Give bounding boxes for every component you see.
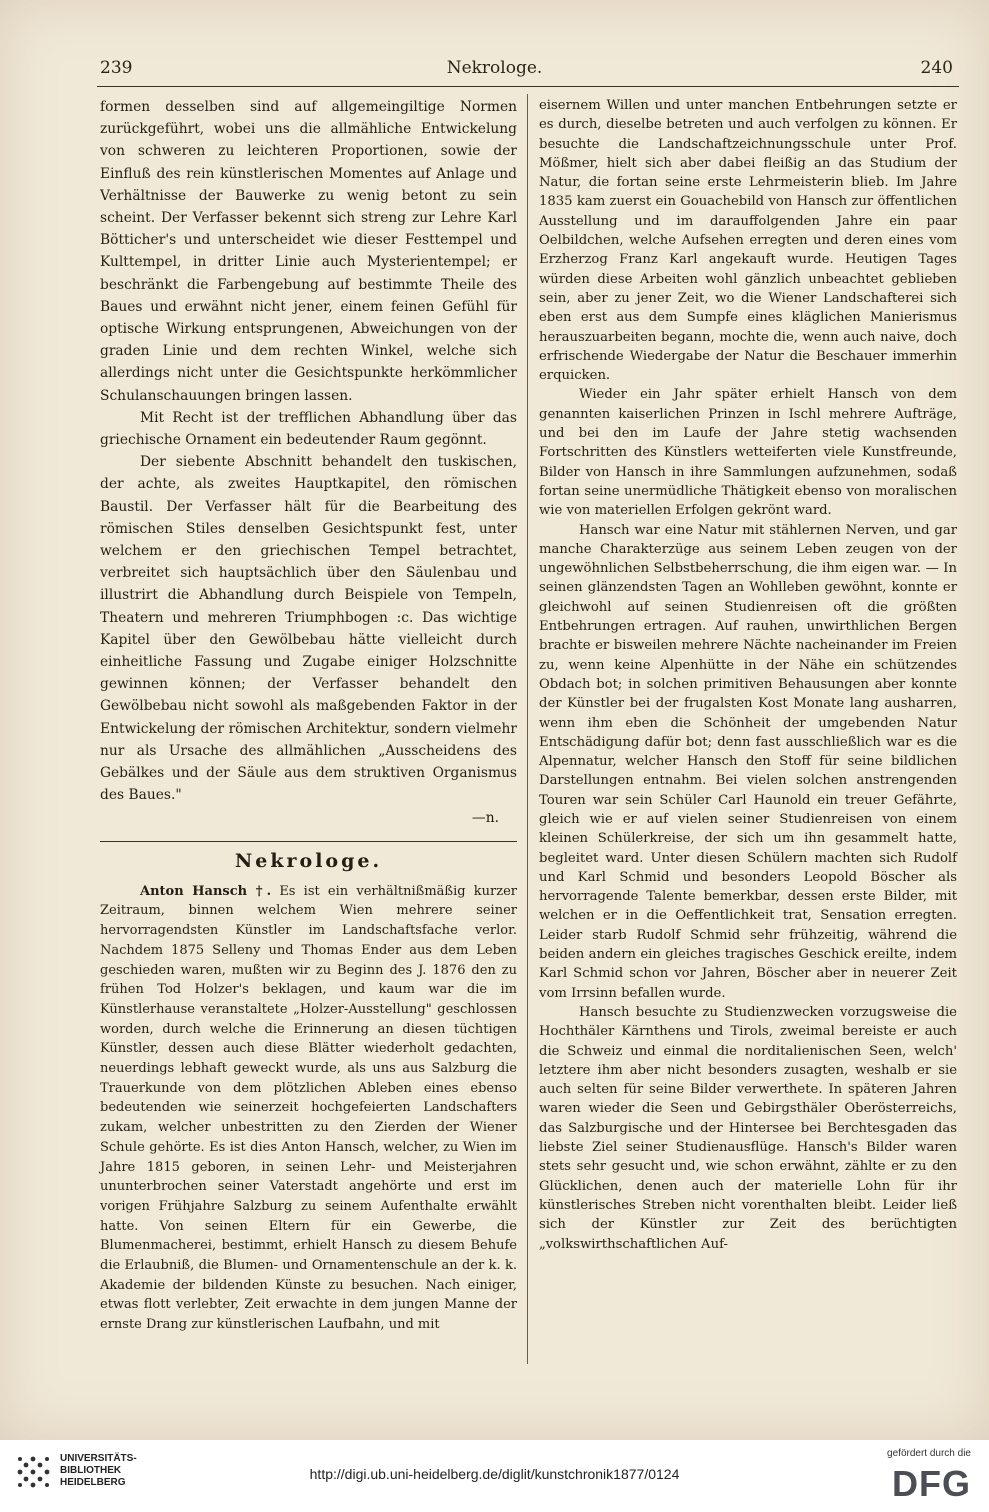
review-signature: —n. xyxy=(471,809,499,826)
right-paragraph-4: Hansch besuchte zu Studienzwecken vorzugsweise die Hochthäler Kärnthens und Tirols, zweimal bereiste er auch die Schweiz und einmal die norditalienischen Seen, welch' letztere ihm aber nicht besonders zusagten, weshalb er sie auch selten für seine Bilder verwerthete. In späteren Jahren waren wieder die Seen und Gebirgsthäler Oberösterreichs, das Salzburgische und der Hintersee bei Berchtesgaden das liebste Ziel seiner Studienausflüge. Hansch's Bilder waren stets sehr gesucht und, wie schon erwähnt, zählte er zu den Glücklichen, denen auch der materielle Lohn für ihr künstlerisches Streben nicht vorenthalten bleibt. Leider ließ sich der Künstler zur Zeit des berüchtigten „volkswirthschaftlichen Auf- xyxy=(539,1004,957,1252)
viewer-footer xyxy=(0,1440,989,1512)
section-title: Nekrologe. xyxy=(234,849,383,872)
university-seal-icon xyxy=(14,1452,54,1492)
left-column xyxy=(100,96,517,1335)
dfg-logo: DFG xyxy=(892,1463,971,1504)
right-paragraph-2: Wieder ein Jahr später erhielt Hansch von dem genannten kaiserlichen Prinzen in Ischl mehrere Aufträge, und bei den im Laufe der Jahre stetig wachsenden Fortschritten des Künstlers wetteiferten viele Kunstfreunde, Bilder von Hansch in ihre Sammlungen aufzunehmen, sodaß fortan seine unermüdliche Thätigkeit ebenso von moralischen wie von materiellen Erfolgen gekrönt ward. xyxy=(539,387,957,519)
university-line-2: BIBLIOTHEK xyxy=(60,1465,122,1476)
university-library-name xyxy=(60,1453,137,1489)
permalink-url[interactable]: http://digi.ub.uni-heidelberg.de/diglit/kunstchronik1877/0124 xyxy=(309,1466,680,1482)
right-paragraph-3: Hansch war eine Natur mit stählernen Nerven, und gar manche Charakterzüge aus seinem Leben zeugen von der ungewöhnlichen Selbstbeherrschung, die ihm eigen war. — In seinen glänzendsten Tagen an Wohlleben gewöhnt, konnte er gleichwohl auf seinen Studienreisen oft die größten Entbehrungen ertragen. Auf rauhen, unwirthlichen Bergen brachte er bisweilen mehrere Nächte nacheinander im Freien zu, wenn keine Alpenhütte in der Nähe ein schützendes Obdach bot; in solchen primitiven Behausungen aber konnte der Künstler bei der frugalsten Kost Monate lang ausharren, wenn ihm eben die Schönheit der umgebenden Natur Entschädigung dafür bot; denn fast ausschließlich war es die Alpennatur, welcher Hansch den Stoff für seine bildlichen Darstellungen entnahm. Bei vielen solchen anstrengenden Touren war sein Schüler Carl Haunold ein treuer Gefährte, gleich wie er auf vielen seiner Studienreisen von einem kleinen Schülerkreise, der sich um ihn gesammelt hatte, begleitet ward. Unter diesen Schülern machten sich Rudolf und Karl Schmid und besonders Leopold Böscher als hervorragende Talente bemerkbar, dessen erste Bilder, mit welchen er in die Oeffentlichkeit trat, Sensation erregten. Leider starb Rudolf Schmid sehr frühzeitig, während die beiden andern ein gleiches tragisches Geschick ereilte, indem Karl Schmid schon vor Jahren, Böscher aber in neuerer Zeit vom Irrsinn befallen wurde. xyxy=(539,522,957,1001)
column-divider xyxy=(527,94,528,1364)
page-number-right: 240 xyxy=(920,58,953,78)
university-line-3: HEIDELBERG xyxy=(60,1477,126,1488)
section-divider xyxy=(100,841,517,842)
funding-note: gefördert durch die xyxy=(887,1448,971,1459)
left-paragraph-2: Mit Recht ist der trefflichen Abhandlung über das griechische Ornament ein bedeutender Raum gegönnt. xyxy=(100,409,517,449)
running-title: Nekrologe. xyxy=(446,58,543,78)
left-paragraph-1: formen desselben sind auf allgemeingiltige Normen zurückgeführt, wobei uns die allmähliche Entwickelung von schweren zu leichteren Proportionen, sowie der Einfluß des rein künstlerischen Momentes auf Anlage und Verhältnisse der Bauwerke zu wenig betont zu sein scheint. Der Verfasser bekennt sich streng zur Lehre Karl Bötticher's und unterscheidet wie dieser Festtempel und Kulttempel, in dritter Linie auch Mysterientempel; er beschränkt die Farbengebung auf bestimmte Theile des Baues und erwähnt nicht jener, einem feinen Gefühl für optische Wirkung entsprungenen, Abweichungen von der graden Linie und dem rechten Winkel, welche sich allerdings nicht unter die Gesichtspunkte herkömmlicher Schulanschauungen bringen lassen. xyxy=(100,99,517,404)
header-rule xyxy=(97,86,959,87)
obituary-text: Es ist ein verhältnißmäßig kurzer Zeitraum, binnen welchem Wien mehrere seiner hervorragendsten Künstler im Landschaftsfache verlor. Nachdem 1875 Selleny und Thomas Ender aus dem Leben geschieden waren, mußten wir zu Beginn des J. 1876 den zu frühen Tod Holzer's beklagen, und kaum war die im Künstlerhause veranstaltete „Holzer-Ausstellung" geschlossen worden, durch welche die Erinnerung an diesen tüchtigen Künstler, dessen auch diese Blätter wiederholt gedachten, neuerdings lebhaft geweckt wurde, als uns aus Salzburg die Trauerkunde von dem plötzlichen Ableben eines ebenso bedeutenden wie seinerzeit hochgefeierten Landschafters zukam, welcher unbestritten zu den Zierden der Wiener Schule gehörte. Es ist dies Anton Hansch, welcher, zu Wien im Jahre 1815 geboren, in seinen Lehr- und Meisterjahren ununterbrochen seiner Vaterstadt angehörte und erst im vorigen Frühjahre Salzburg zu seinem Aufenthalte erwählt hatte. Von seinen Eltern für ein Gewerbe, die Blumenmacherei, bestimmt, erhielt Hansch zu diesem Behufe die Erlaubniß, die Blumen- und Ornamentenschule an der k. k. Akademie der bildenden Künste zu besuchen. Nach einiger, etwas flott verlebter, Zeit erwachte in dem jungen Manne der ernste Drang zur künstlerischen Laufbahn, und mit xyxy=(100,883,517,1333)
obituary-name: Anton Hansch †. xyxy=(140,883,272,899)
page-number-left: 239 xyxy=(100,58,133,78)
right-paragraph-1: eisernem Willen und unter manchen Entbehrungen setzte er es durch, dieselbe betreten und auch verfolgen zu können. Er besuchte die Landschaftzeichnungsschule unter Prof. Mößmer, hielt sich aber dabei fleißig an das Studium der Natur, die fortan seine erste Lehrmeisterin blieb. Im Jahre 1835 kam zuerst ein Gouachebild von Hansch zur öffentlichen Ausstellung und im darauffolgenden Jahre ein paar Oelbildchen, welche Aufsehen erregten und deren eines vom Erzherzog Franz Karl angekauft wurde. Heutigen Tages würden diese Arbeiten wohl gänzlich unbeachtet geblieben sein, aber zu jener Zeit, wo die Wiener Landschafterei sich eben erst aus dem Sumpfe eines kläglichen Manierismus herauszuarbeiten begann, mochte die, wenn auch naive, doch erfrischende Wiedergabe der Natur die Beschauer immerhin erquicken. xyxy=(539,98,957,384)
obituary-paragraph xyxy=(100,882,517,1335)
university-line-1: UNIVERSITÄTS- xyxy=(60,1453,137,1464)
left-paragraph-3: Der siebente Abschnitt behandelt den tuskischen, der achte, als zweites Hauptkapitel, den römischen Baustil. Der Verfasser hält für die Bearbeitung des römischen Stiles denselben Gesichtspunkt fest, unter welchem er den griechischen Tempel betrachtet, verbreitet sich hauptsächlich über den Säulenbau und illustrirt die Abhandlung durch Beispiele von Tempeln, Theatern und mehreren Triumphbogen :c. Das wichtige Kapitel über den Gewölbebau hätte vielleicht durch einheitliche Fassung und Zugabe einiger Holzschnitte gewinnen können; der Verfasser behandelt den Gewölbebau nicht sowohl als maßgebenden Faktor in der Entwickelung der römischen Architektur, sondern vielmehr nur als Ursache des allmählichen „Ausscheidens des Gebälkes und der Säule aus dem struktiven Organismus des Baues." xyxy=(100,454,517,804)
right-column xyxy=(539,96,957,1254)
